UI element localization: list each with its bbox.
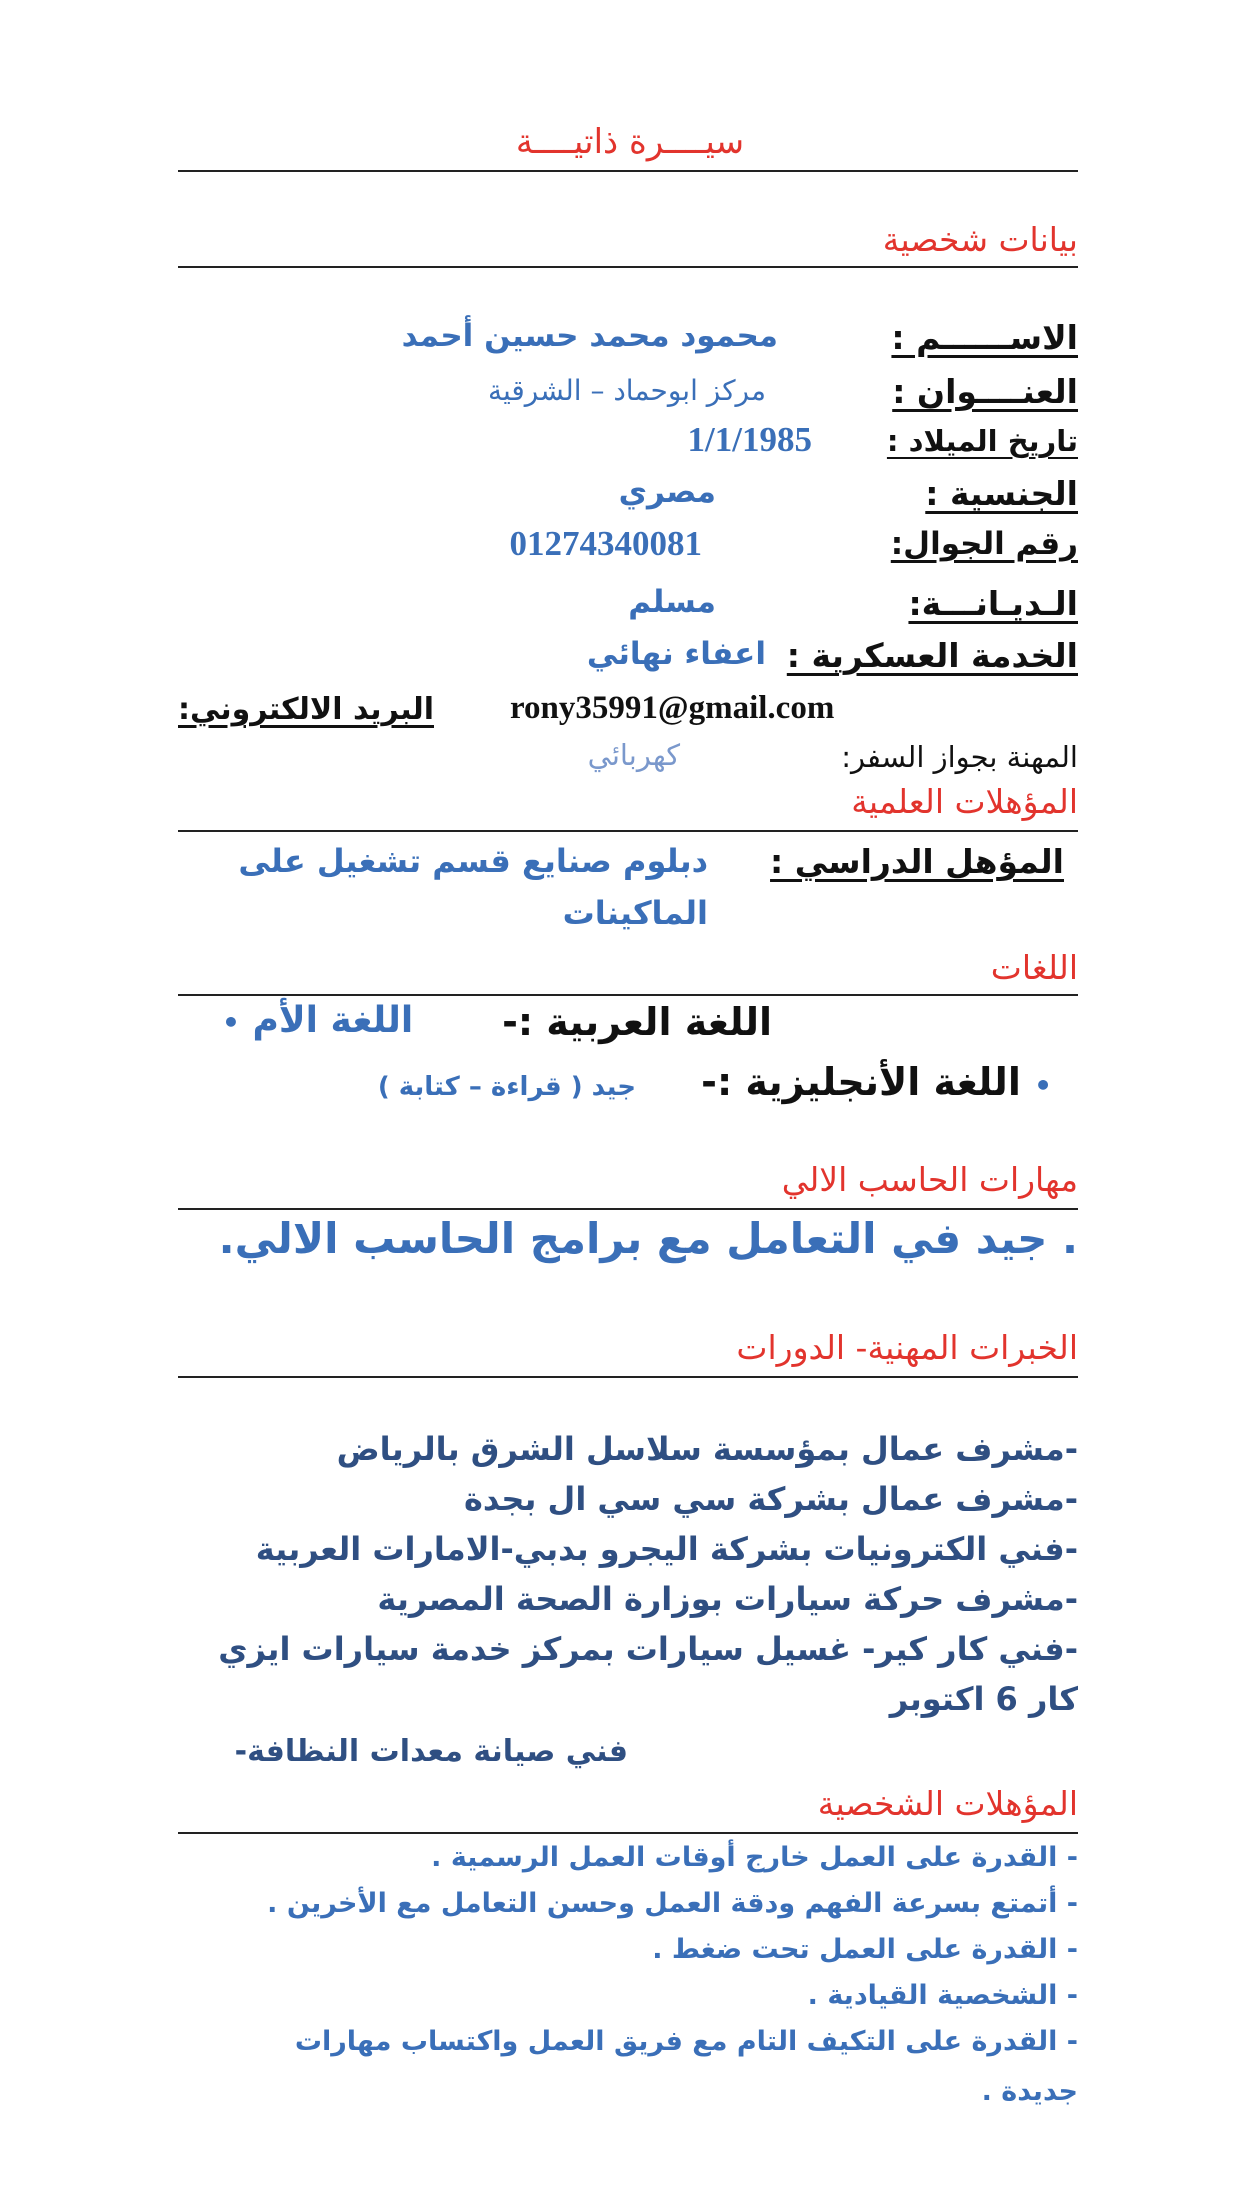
section-divider: [178, 1832, 1078, 1834]
experience-item: -مشرف عمال بشركة سي سي ال بجدة: [463, 1480, 1078, 1518]
email-label: البريد الالكتروني:: [178, 692, 434, 727]
religion-label: الـديـانـــة:: [908, 584, 1078, 623]
experience-item: -مشرف حركة سيارات بوزارة الصحة المصرية: [377, 1580, 1078, 1618]
religion-value: مسلم: [628, 584, 716, 620]
birthdate-label: تاريخ الميلاد :: [886, 424, 1078, 458]
language-english-level: جيد ( قراءة – كتابة ): [377, 1072, 636, 1102]
nationality-label: الجنسية :: [925, 474, 1078, 513]
degree-value-line1: دبلوم صنايع قسم تشغيل على: [238, 842, 708, 880]
page-title: سيــــرة ذاتيــــة: [515, 122, 745, 162]
language-arabic-name: اللغة العربية :-: [502, 1000, 772, 1044]
section-divider: [178, 1376, 1078, 1378]
mobile-label: رقم الجوال:: [890, 526, 1078, 562]
language-arabic-level: اللغة الأم •: [222, 1000, 414, 1041]
section-divider: [178, 830, 1078, 832]
section-qualifications: المؤهلات العلمية: [851, 782, 1078, 821]
birthdate-value: 1/1/1985: [687, 420, 812, 459]
experience-item: -فني كار كير- غسيل سيارات بمركز خدمة سيارات ايزي: [218, 1630, 1078, 1668]
address-label: العنــــوان :: [892, 372, 1078, 411]
personal-skill-item: - الشخصية القيادية .: [807, 1980, 1078, 2011]
personal-skill-item: - القدرة على العمل خارج أوقات العمل الرسمية .: [431, 1842, 1078, 1873]
passport-job-label: المهنة بجواز السفر:: [841, 740, 1078, 774]
section-divider: [178, 1208, 1078, 1210]
section-experience: الخبرات المهنية- الدورات: [736, 1328, 1078, 1367]
personal-skill-item: - القدرة على العمل تحت ضغط .: [652, 1934, 1078, 1965]
computer-skill: . جيد في التعامل مع برامج الحاسب الالي.: [218, 1214, 1078, 1263]
military-value: اعفاء نهائي: [586, 636, 766, 672]
passport-job-value: كهربائي: [587, 738, 680, 772]
section-divider: [178, 994, 1078, 996]
title-divider: [178, 170, 1078, 172]
personal-skill-item: - القدرة على التكيف التام مع فريق العمل واكتساب مهارات: [294, 2026, 1078, 2057]
section-languages: اللغات: [990, 948, 1078, 987]
section-computer: مهارات الحاسب الالي: [781, 1160, 1078, 1199]
language-english-name: • اللغة الأنجليزية :-: [701, 1060, 1052, 1104]
experience-item: كار 6 اكتوبر: [889, 1680, 1078, 1718]
section-personal: بيانات شخصية: [882, 220, 1078, 259]
experience-item: -فني الكترونيات بشركة اليجرو بدبي-الامارات العربية: [255, 1530, 1078, 1568]
email-value[interactable]: rony35991@gmail.com: [510, 690, 835, 726]
degree-label: المؤهل الدراسي :: [770, 842, 1064, 881]
degree-value-line2: الماكينات: [562, 894, 708, 932]
experience-item: -مشرف عمال بمؤسسة سلاسل الشرق بالرياض: [336, 1430, 1078, 1468]
military-label: الخدمة العسكرية :: [786, 636, 1078, 675]
nationality-value: مصري: [618, 474, 716, 510]
section-divider: [178, 266, 1078, 268]
name-value: محمود محمد حسين أحمد: [401, 318, 778, 354]
personal-skill-item: جديدة .: [981, 2076, 1078, 2107]
experience-item: فني صيانة معدات النظافة-: [234, 1734, 628, 1769]
mobile-value: 01274340081: [509, 524, 702, 563]
address-value: مركز ابوحماد – الشرقية: [487, 374, 766, 407]
personal-skill-item: - أتمتع بسرعة الفهم ودقة العمل وحسن التعامل مع الأخرين .: [267, 1888, 1078, 1919]
name-label: الاســــــم :: [891, 318, 1078, 357]
section-personal-skills: المؤهلات الشخصية: [817, 1784, 1078, 1823]
